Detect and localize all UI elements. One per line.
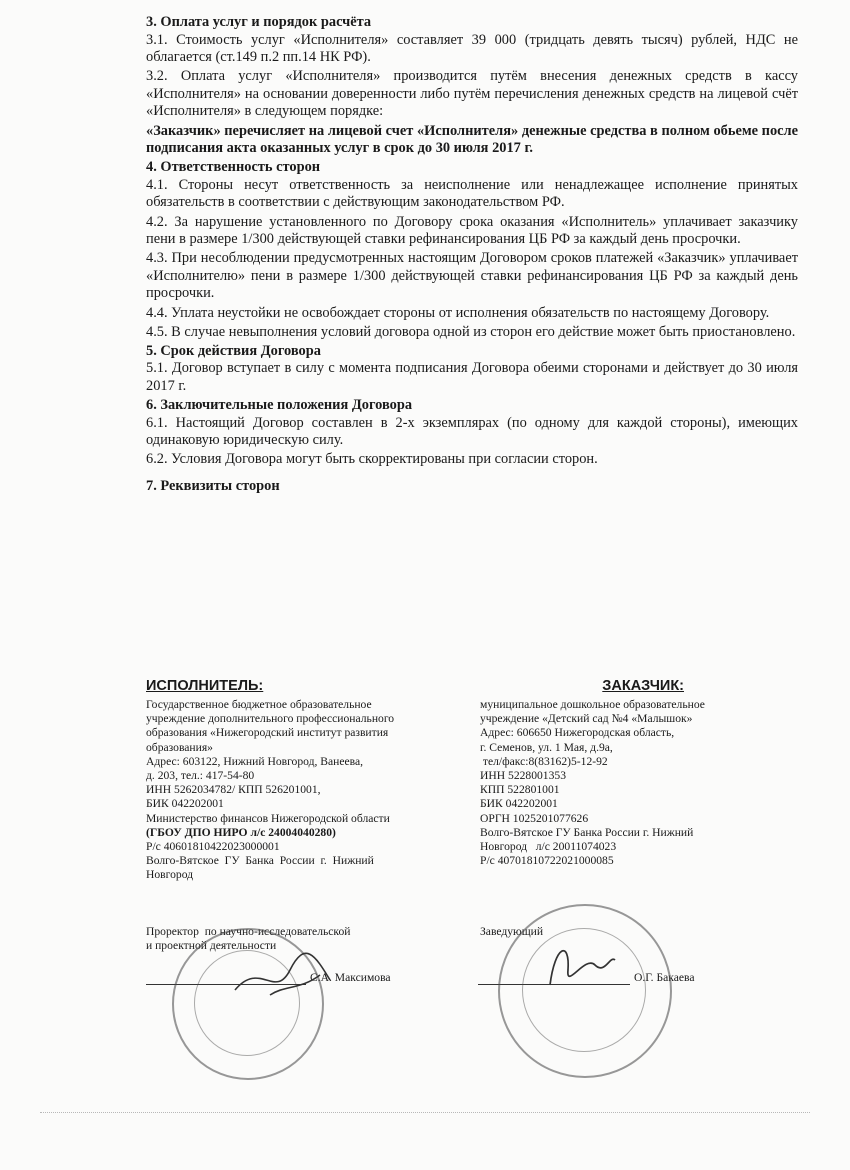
section-7-title: 7. Реквизиты сторон (146, 478, 280, 495)
executor-line: (ГБОУ ДПО НИРО л/с 24004040280) (146, 825, 336, 839)
section-5-title: 5. Срок действия Договора (146, 342, 321, 359)
customer-requisites (480, 679, 798, 868)
executor-line: Министерство финансов Нижегородской области (146, 811, 390, 825)
customer-line: Адрес: 606650 Нижегородская область, (480, 726, 675, 740)
executor-signatory-role: и проектной деятельности (146, 939, 277, 953)
clause-4-1: 4.1. Стороны несут ответственность за неисполнение или ненадлежащее исполнение принятых обязательств в соответствии с действующим законодательством РФ. (146, 176, 798, 211)
executor-requisites (146, 679, 451, 883)
executor-line: образования» (146, 740, 213, 754)
executor-line: ИНН 5262034782/ КПП 526201001, (146, 783, 321, 797)
clause-6-1: 6.1. Настоящий Договор составлен в 2-х экземплярах (по одному для каждой стороны), имеющих одинаковую юридическую силу. (146, 414, 798, 449)
customer-line: Новгород л/с 20011074023 (480, 840, 617, 854)
executor-line: учреждение дополнительного профессионального (146, 712, 395, 726)
executor-line: БИК 042202001 (146, 797, 224, 811)
executor-line: Волго-Вятское ГУ Банка России г. Нижний (146, 854, 374, 868)
page-bottom-edge (40, 1112, 810, 1113)
clause-3-2-payment-order: «Заказчик» перечисляет на лицевой счет «Исполнителя» денежные средства в полном обьеме после подписания акта оказанных услуг в срок до 30 июля 2017 г. (146, 122, 798, 157)
customer-line: Р/с 40701810722021000085 (480, 854, 614, 868)
clause-5-1: 5.1. Договор вступает в силу с момента подписания Договора обеими сторонами и действует до 30 июля 2017 г. (146, 360, 798, 394)
clause-6-2: 6.2. Условия Договора могут быть скорректированы при согласии сторон. (146, 451, 598, 468)
section-6-title: 6. Заключительные положения Договора (146, 396, 413, 413)
customer-line: г. Семенов, ул. 1 Мая, д.9а, (480, 740, 613, 754)
clause-4-2: 4.2. За нарушение установленного по Договору срока оказания «Исполнитель» уплачивает заказчику пени в размере 1/300 действующей ставки рефинансирования ЦБ РФ за каждый день просрочки. (146, 213, 798, 248)
clause-4-3: 4.3. При несоблюдении предусмотренных настоящим Договором сроков платежей «Заказчик» уплачивает «Исполнителю» пени в размере 1/300 действующей ставки рефинансирования ЦБ РФ за каждый день просрочки. (146, 250, 798, 302)
executor-line: д. 203, тел.: 417-54-80 (146, 769, 255, 783)
customer-line: БИК 042202001 (480, 797, 558, 811)
executor-line: Адрес: 603122, Нижний Новгород, Ванеева, (146, 754, 364, 768)
customer-line: КПП 522801001 (480, 783, 560, 797)
executor-line: образования «Нижегородский институт развития (146, 726, 389, 740)
executor-line: Р/с 40601810422023000001 (146, 840, 280, 854)
executor-line: Государственное бюджетное образовательное (146, 698, 372, 711)
executor-heading: ИСПОЛНИТЕЛЬ: (146, 678, 264, 694)
executor-line: Новгород (146, 868, 194, 882)
section-3-title: 3. Оплата услуг и порядок расчёта (146, 14, 372, 30)
customer-heading: ЗАКАЗЧИК: (602, 678, 684, 694)
executor-signatory-name: С.А. Максимова (310, 971, 391, 984)
executor-signatory-role: Проректор по научно-исследовательской (146, 925, 351, 938)
customer-line: ИНН 5228001353 (480, 769, 566, 783)
clause-4-5: 4.5. В случае невыполнения условий договора одной из сторон его действие может быть приостановлено. (146, 323, 796, 340)
customer-line: тел/факс:8(83162)5-12-92 (480, 754, 608, 768)
executor-signature (230, 940, 340, 1010)
customer-line: муниципальное дошкольное образовательное (480, 698, 705, 711)
clause-4-4: 4.4. Уплата неустойки не освобождает стороны от исполнения обязательств по настоящему Договору. (146, 304, 770, 321)
customer-signatory-role: Заведующий (480, 925, 544, 938)
clause-3-2: 3.2. Оплата услуг «Исполнителя» производится путём внесения денежных средств в кассу «Исполнителя» на основании доверенности либо путём перечисления денежных средств на лицевой счёт «Исполнителя» в следующем порядке: (146, 68, 798, 120)
clause-3-1: 3.1. Стоимость услуг «Исполнителя» составляет 39 000 (тридцать девять тысяч) рублей, НДС не облагается (ст.149 п.2 пп.14 НК РФ). (146, 31, 798, 66)
customer-signatory-name: О.Г. Бакаева (634, 971, 695, 984)
customer-line: ОРГН 1025201077626 (480, 811, 589, 825)
section-4-title: 4. Ответственность сторон (146, 159, 321, 176)
contract-body (146, 14, 798, 496)
customer-signature (540, 935, 620, 995)
customer-line: учреждение «Детский сад №4 «Малышок» (480, 712, 693, 726)
customer-line: Волго-Вятское ГУ Банка России г. Нижний (480, 825, 694, 839)
